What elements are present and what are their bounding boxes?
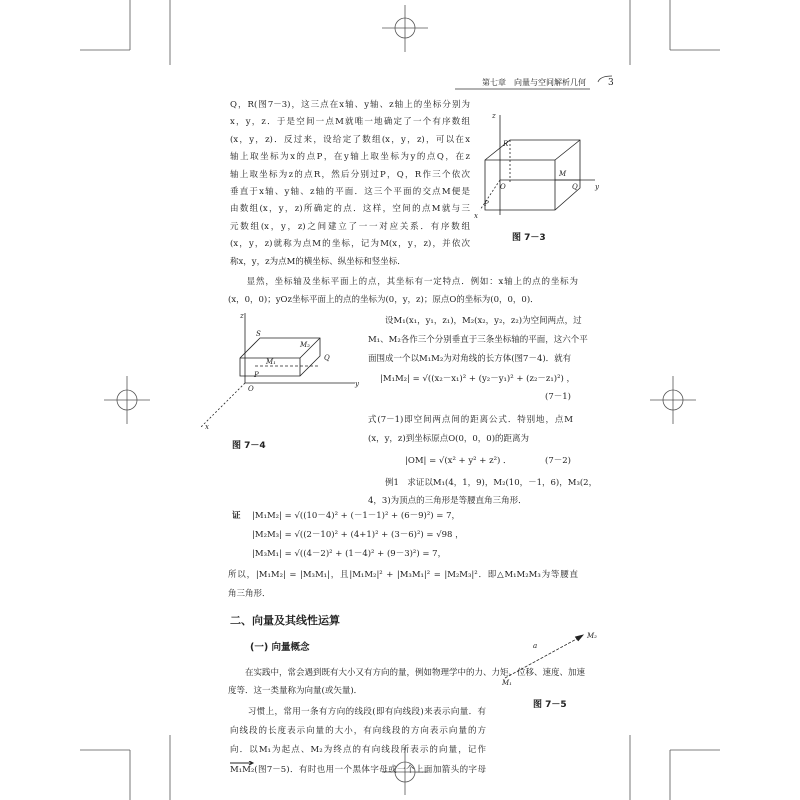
equation-number: (7－2) [545, 456, 571, 466]
text-line: 习惯上，常用一条有方向的线段(即有向线段)来表示向量．有 [230, 707, 486, 717]
axis-label-z: z [240, 312, 244, 320]
figure-caption: 图 7－3 [512, 233, 546, 243]
figure-7-3 [470, 110, 610, 230]
text-line: 由数组(x，y，z)所确定的点．这样，空间的点M就与三 [230, 204, 470, 214]
text-line: (x，y，z)就称为点M的坐标，记为M(x，y，z)，并依次 [230, 239, 470, 249]
text-line: 显然，坐标轴及坐标平面上的点，其坐标有一定特点．例如：x轴上的点的坐标为 [228, 277, 578, 287]
point-label-M1: M₁ [502, 679, 512, 687]
proof-line: |M₃M₁| = √((4－2)² + (1－4)² + (9－3)²) = 7， [252, 549, 447, 559]
text-line: 角三角形． [228, 589, 271, 599]
point-label-P: P [484, 200, 489, 208]
point-label-S: S [256, 330, 261, 338]
example-line: 4，3)为顶点的三角形是等腰直角三角形． [368, 496, 527, 506]
text-line: (x，y，z)．反过来，设给定了数组(x，y，z)，可以在x [230, 135, 470, 145]
axis-label-y: y [595, 183, 599, 191]
figure-caption: 图 7－4 [232, 441, 266, 451]
point-label-M2: M₂ [587, 632, 597, 640]
vector-label-a: a [533, 642, 538, 650]
text-line: 式(7－1)即空间两点间的距离公式．特别地，点M [368, 415, 573, 425]
text-line: 轴上取坐标为x的点P，在y轴上取坐标为y的点Q，在z [230, 152, 470, 162]
text-line: Q，R(图7－3)，这三点在x轴、y轴、z轴上的坐标分别为 [230, 100, 470, 110]
vector-overline [230, 761, 260, 767]
text-line: 面围成一个以M₁M₂为对角线的长方体(图7－4)．就有 [368, 354, 572, 364]
text-line: (x，0，0)；yOz坐标平面上的点的坐标为(0，y，z)；原点O的坐标为(0，0，0)． [228, 295, 539, 305]
point-label-O: O [248, 385, 254, 393]
point-label-O: O [500, 183, 506, 191]
text-line: 所以，|M₁M₂| = |M₃M₁|，且|M₁M₂|² + |M₃M₁|² = |M₂M₃|²．即△M₁M₂M₃为等腰直 [228, 570, 578, 580]
axis-label-x: x [474, 212, 478, 220]
point-label-M: M [559, 170, 567, 178]
text-line: 称x，y，z为点M的横坐标、纵坐标和竖坐标． [230, 257, 406, 267]
text-line: M₁M₂(图7－5)．有时也用一个黑体字母或一个上面加箭头的字母 [230, 765, 486, 775]
figure-caption: 图 7－5 [533, 700, 567, 710]
example-line: 例1 求证以M₁(4，1，9)，M₂(10，－1，6)，M₃(2， [368, 478, 598, 488]
proof-line: |M₂M₃| = √((2－10)² + (4+1)² + (3－6)²) = √98 ， [252, 530, 464, 540]
figure-7-5 [500, 630, 590, 690]
subsection-heading: (一) 向量概念 [250, 642, 310, 653]
text-line: 在实践中，常会遇到既有大小又有方向的量，例如物理学中的力、力矩、位移、速度、加速 [228, 668, 586, 678]
point-label-P: P [254, 371, 259, 379]
formula-7-2: |OM| = √(x² + y² + z²) ． [405, 456, 512, 466]
section-heading: 二、向量及其线性运算 [230, 614, 340, 627]
text-line: 垂直于x轴、y轴、z轴的平面．这三个平面的交点M便是 [230, 187, 470, 197]
axis-label-x: x [205, 423, 209, 431]
proof-label: 证 [232, 511, 241, 521]
text-line: 向．以M₁为起点、M₂为终点的有向线段所表示的向量，记作 [230, 745, 486, 755]
proof-line: |M₁M₂| = √((10－4)² + (－1－1)² + (6－9)²) = 7， [252, 511, 460, 521]
axis-label-y: y [355, 380, 359, 388]
point-label-Q: Q [572, 183, 578, 191]
axis-label-z: z [492, 112, 496, 120]
point-label-R: R [503, 140, 509, 148]
point-label-M1: M₁ [266, 358, 276, 366]
equation-number: (7－1) [545, 392, 571, 402]
running-header: 第七章 向量与空间解析几何 [482, 78, 586, 87]
figure-7-4 [195, 308, 365, 433]
text-line: 度等．这一类量称为向量(或矢量)． [228, 686, 363, 696]
text-line: 轴上取坐标为z的点R，然后分别过P，Q，R作三个依次 [230, 170, 470, 180]
text-line: 向线段的长度表示向量的大小，有向线段的方向表示向量的方 [230, 726, 486, 736]
point-label-Q: Q [324, 354, 330, 362]
formula-7-1: |M₁M₂| = √((x₂－x₁)² + (y₂－y₁)² + (z₂－z₁)²) ， [380, 374, 575, 384]
text-line: x，y，z．于是空间一点M就唯一地确定了一个有序数组 [230, 117, 470, 127]
text-line: (x，y，z)到坐标原点O(0，0，0)的距离为 [368, 434, 530, 444]
page-number: 3 [608, 78, 614, 88]
text-line: 元数组(x，y，z)之间建立了一一对应关系．有序数组 [230, 222, 470, 232]
point-label-M2: M₂ [300, 341, 310, 349]
text-line: M₁、M₂各作三个分别垂直于三条坐标轴的平面，这六个平 [368, 335, 588, 345]
text-line: 设M₁(x₁，y₁，z₁)，M₂(x₂，y₂，z₂)为空间两点，过 [368, 316, 582, 326]
